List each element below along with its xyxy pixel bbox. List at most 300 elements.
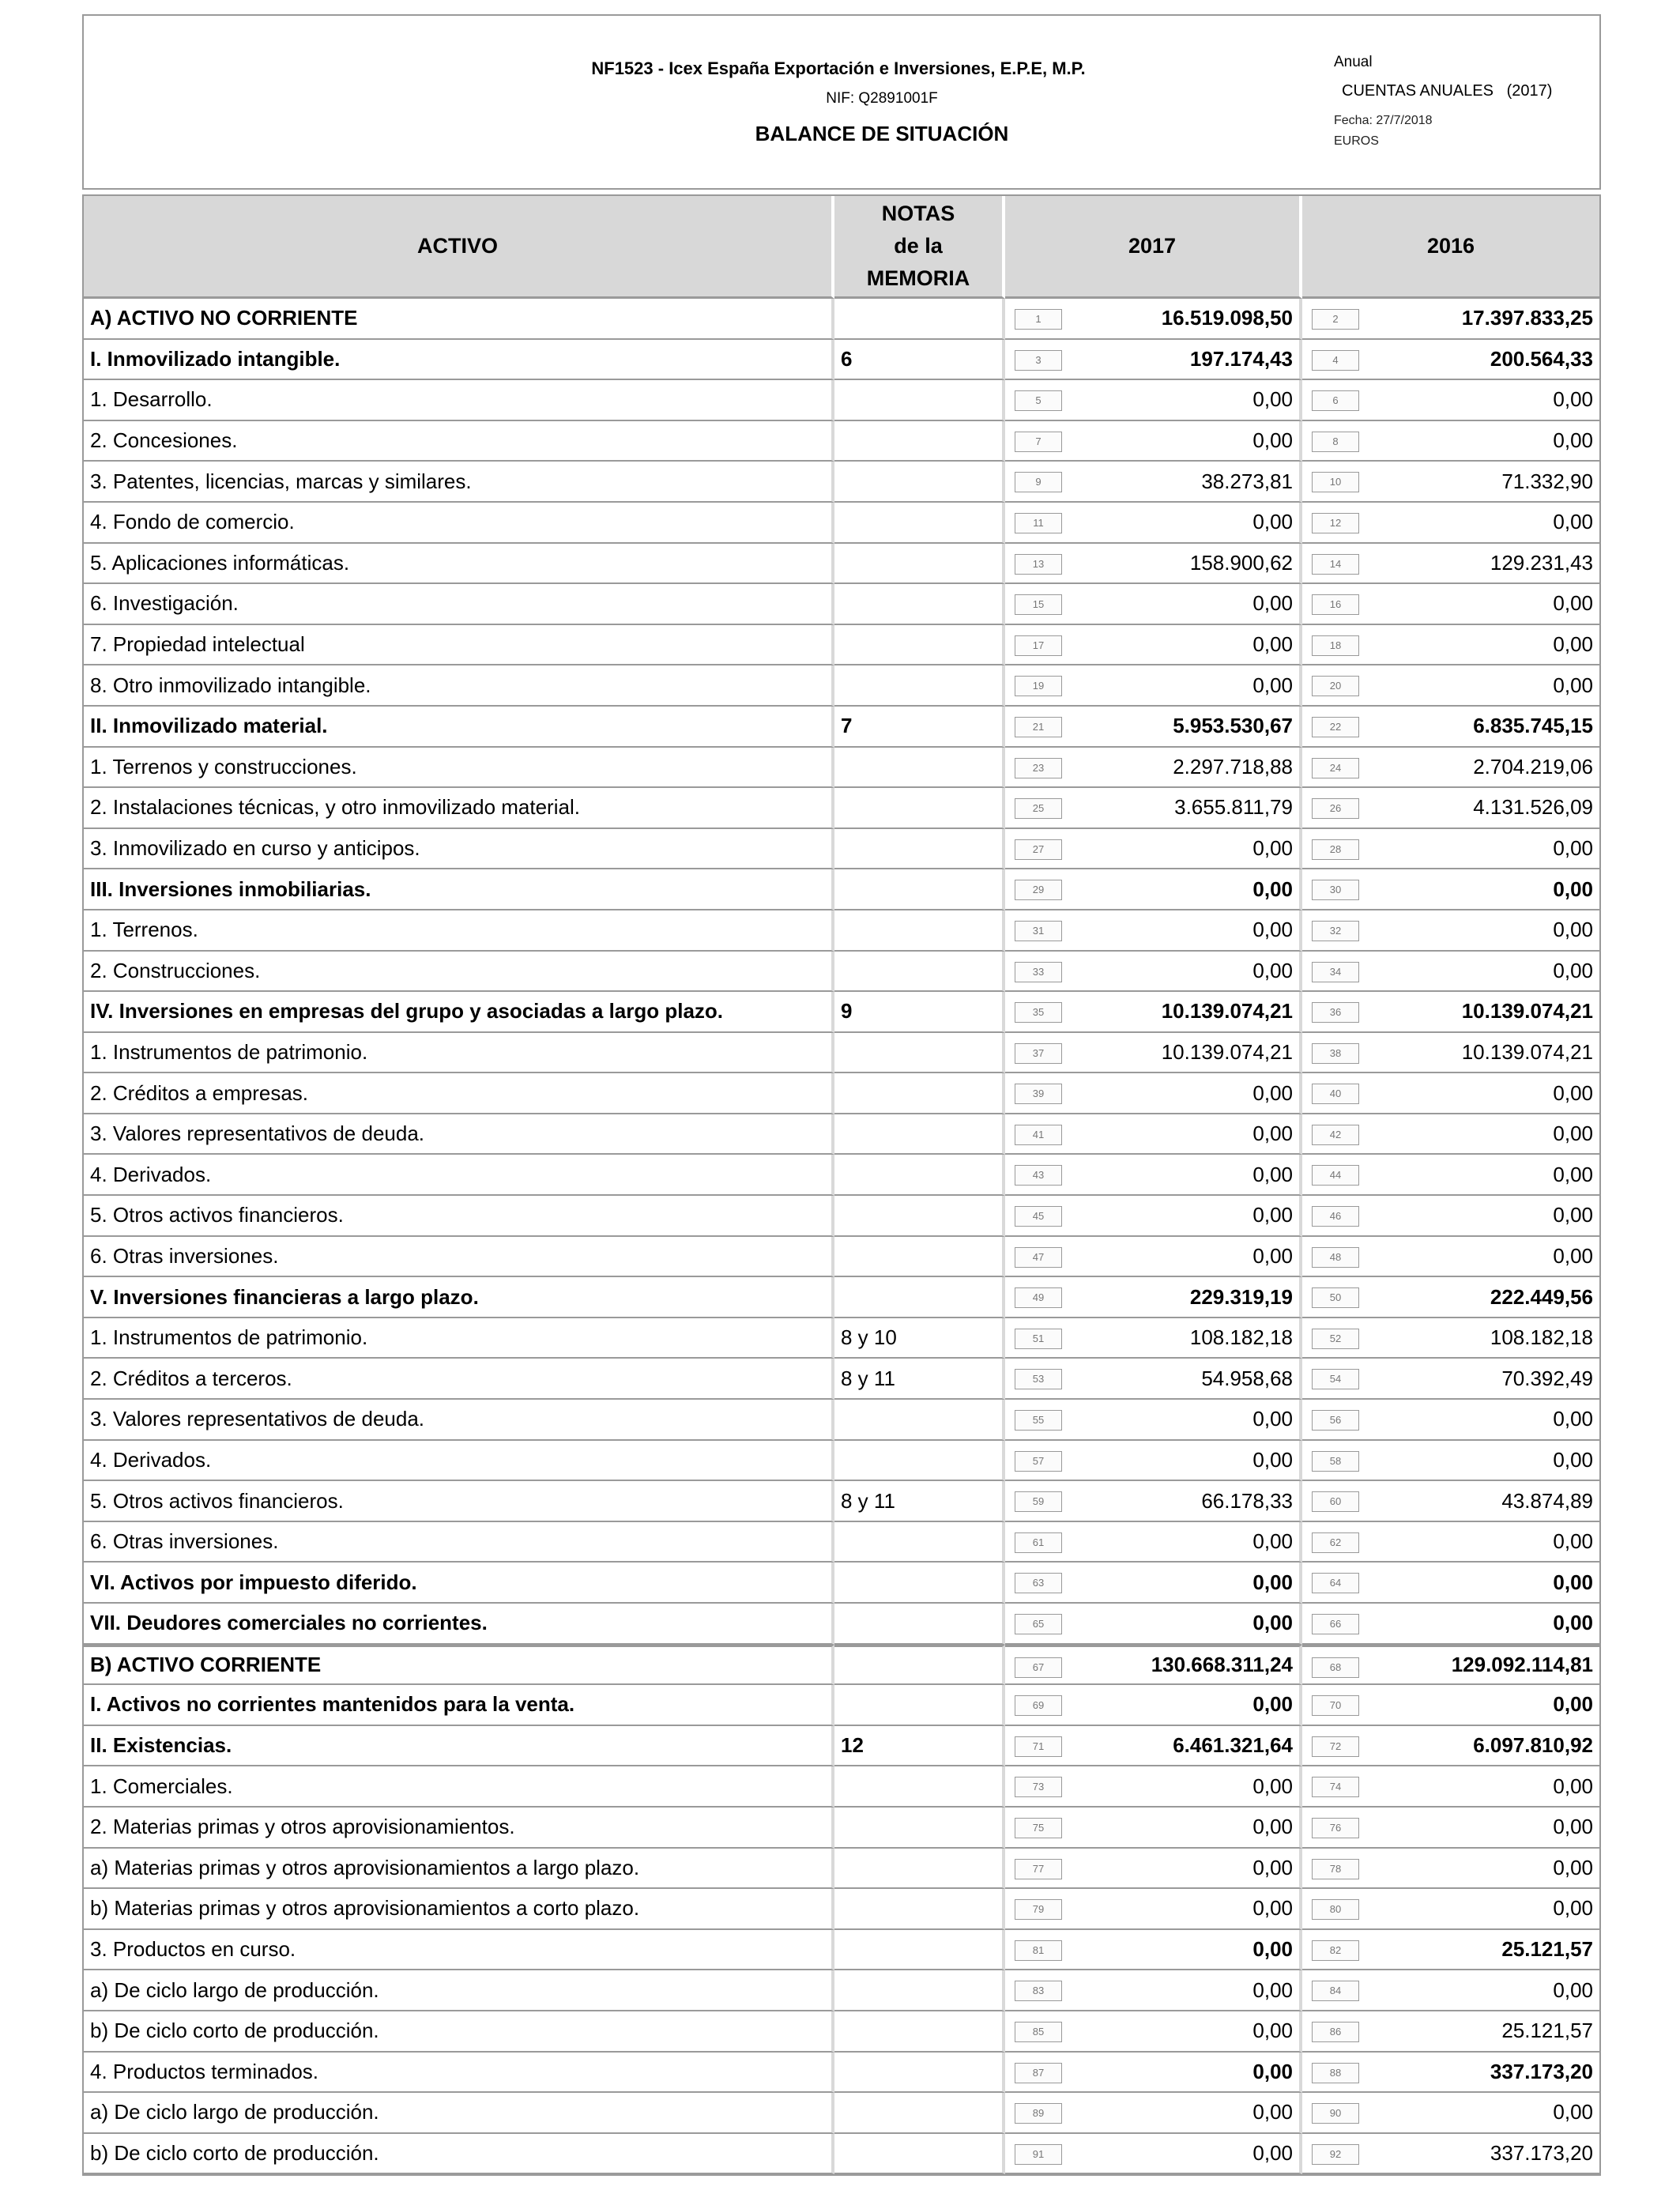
value-2017 — [1005, 1318, 1302, 1359]
line-code-box: 24 — [1312, 758, 1359, 778]
amount-value: 0,00 — [1252, 1243, 1293, 1268]
table-row — [84, 1481, 1599, 1522]
amount-value: 0,00 — [1553, 1896, 1593, 1921]
value-2017 — [1005, 1930, 1302, 1971]
amount-value: 0,00 — [1553, 1122, 1593, 1146]
row-label: 5. Aplicaciones informáticas. — [84, 544, 834, 585]
value-2017 — [1005, 2093, 1302, 2134]
line-code-box: 39 — [1015, 1084, 1062, 1104]
row-note: 8 y 11 — [834, 1481, 1005, 1522]
line-code-box: 88 — [1312, 2063, 1359, 2083]
value-2016 — [1302, 2093, 1599, 2134]
amount-value: 0,00 — [1553, 836, 1593, 861]
line-code-box: 18 — [1312, 635, 1359, 656]
amount-value: 337.173,20 — [1490, 2059, 1593, 2083]
table-row — [84, 952, 1599, 993]
row-label: 4. Derivados. — [84, 1441, 834, 1482]
row-note — [834, 1645, 1005, 1686]
line-code-box: 12 — [1312, 513, 1359, 533]
value-2017 — [1005, 707, 1302, 748]
line-code-box: 76 — [1312, 1818, 1359, 1838]
table-row — [84, 869, 1599, 910]
row-note — [834, 2134, 1005, 2175]
amount-value: 6.835.745,15 — [1473, 714, 1593, 738]
table-row — [84, 1766, 1599, 1808]
value-2017 — [1005, 625, 1302, 666]
line-code-box: 82 — [1312, 1940, 1359, 1961]
amount-value: 5.953.530,67 — [1173, 714, 1293, 738]
amount-value: 200.564,33 — [1490, 346, 1593, 371]
table-row — [84, 340, 1599, 381]
value-2016 — [1302, 421, 1599, 462]
value-2016 — [1302, 544, 1599, 585]
table-row — [84, 1849, 1599, 1890]
value-2016 — [1302, 869, 1599, 910]
row-label: 1. Comerciales. — [84, 1766, 834, 1808]
line-code-box: 75 — [1015, 1818, 1062, 1838]
row-label: 2. Materias primas y otros aprovisionamientos. — [84, 1808, 834, 1849]
value-2017 — [1005, 748, 1302, 789]
value-2017 — [1005, 2134, 1302, 2175]
row-note — [834, 1889, 1005, 1930]
amount-value: 0,00 — [1252, 1122, 1293, 1146]
line-code-box: 77 — [1015, 1859, 1062, 1879]
line-code-box: 26 — [1312, 798, 1359, 819]
row-label: 2. Créditos a empresas. — [84, 1073, 834, 1114]
line-code-box: 23 — [1015, 758, 1062, 778]
col-2016-header: 2016 — [1302, 196, 1599, 299]
value-2017 — [1005, 1441, 1302, 1482]
line-code-box: 64 — [1312, 1573, 1359, 1593]
col-2017-header: 2017 — [1005, 196, 1302, 299]
value-2016 — [1302, 1849, 1599, 1890]
table-row — [84, 1441, 1599, 1482]
table-row — [84, 2053, 1599, 2094]
amount-value: 0,00 — [1553, 1692, 1593, 1717]
value-2016 — [1302, 462, 1599, 503]
amount-value: 4.131.526,09 — [1473, 795, 1593, 820]
line-code-box: 65 — [1015, 1614, 1062, 1634]
row-label: 3. Productos en curso. — [84, 1930, 834, 1971]
amount-value: 158.900,62 — [1189, 550, 1293, 575]
amount-value: 108.182,18 — [1189, 1325, 1293, 1350]
amount-value: 0,00 — [1553, 1815, 1593, 1839]
line-code-box: 9 — [1015, 472, 1062, 492]
amount-value: 0,00 — [1553, 1977, 1593, 2002]
row-label: 6. Otras inversiones. — [84, 1522, 834, 1563]
line-code-box: 32 — [1312, 921, 1359, 941]
table-row — [84, 1889, 1599, 1930]
table-row — [84, 1318, 1599, 1359]
value-2016 — [1302, 1930, 1599, 1971]
row-note — [834, 1930, 1005, 1971]
line-code-box: 7 — [1015, 432, 1062, 452]
line-code-box: 55 — [1015, 1410, 1062, 1431]
line-code-box: 70 — [1312, 1695, 1359, 1716]
amount-value: 0,00 — [1553, 1529, 1593, 1554]
line-code-box: 21 — [1015, 717, 1062, 737]
amount-value: 0,00 — [1252, 1855, 1293, 1879]
table-row — [84, 1114, 1599, 1155]
value-2017 — [1005, 829, 1302, 870]
value-2016 — [1302, 625, 1599, 666]
table-row — [84, 992, 1599, 1033]
value-2016 — [1302, 1970, 1599, 2011]
value-2017 — [1005, 1522, 1302, 1563]
report-header — [82, 14, 1601, 190]
table-body — [84, 299, 1599, 2174]
amount-value: 0,00 — [1252, 673, 1293, 697]
row-label: 4. Derivados. — [84, 1155, 834, 1196]
amount-value: 0,00 — [1252, 387, 1293, 412]
line-code-box: 15 — [1015, 594, 1062, 615]
table-row — [84, 1645, 1599, 1686]
row-note — [834, 829, 1005, 870]
line-code-box: 84 — [1312, 1981, 1359, 2001]
value-2017 — [1005, 1196, 1302, 1237]
row-note — [834, 748, 1005, 789]
amount-value: 25.121,57 — [1501, 2019, 1593, 2043]
value-2017 — [1005, 1808, 1302, 1849]
line-code-box: 51 — [1015, 1329, 1062, 1349]
value-2016 — [1302, 1196, 1599, 1237]
amount-value: 129.231,43 — [1490, 550, 1593, 575]
line-code-box: 43 — [1015, 1165, 1062, 1186]
line-code-box: 22 — [1312, 717, 1359, 737]
row-note — [834, 299, 1005, 340]
value-2016 — [1302, 1400, 1599, 1441]
amount-value: 0,00 — [1252, 2019, 1293, 2043]
row-note — [834, 1033, 1005, 1074]
value-2016 — [1302, 1359, 1599, 1400]
line-code-box: 58 — [1312, 1451, 1359, 1472]
amount-value: 0,00 — [1553, 1243, 1593, 1268]
amount-value: 0,00 — [1553, 1774, 1593, 1798]
value-2016 — [1302, 1726, 1599, 1767]
value-2016 — [1302, 1155, 1599, 1196]
row-label: III. Inversiones inmobiliarias. — [84, 869, 834, 910]
line-code-box: 67 — [1015, 1657, 1062, 1678]
line-code-box: 1 — [1015, 309, 1062, 330]
table-row — [84, 748, 1599, 789]
row-note — [834, 625, 1005, 666]
table-row — [84, 910, 1599, 952]
line-code-box: 54 — [1312, 1369, 1359, 1389]
value-2017 — [1005, 1645, 1302, 1686]
line-code-box: 8 — [1312, 432, 1359, 452]
row-label: A) ACTIVO NO CORRIENTE — [84, 299, 834, 340]
col-activo-header: ACTIVO — [84, 196, 834, 299]
row-label: I. Activos no corrientes mantenidos para la venta. — [84, 1685, 834, 1726]
amount-value: 2.297.718,88 — [1173, 754, 1293, 778]
row-label: IV. Inversiones en empresas del grupo y asociadas a largo plazo. — [84, 992, 834, 1033]
row-label: I. Inmovilizado intangible. — [84, 340, 834, 381]
line-code-box: 4 — [1312, 350, 1359, 371]
table-row — [84, 1277, 1599, 1318]
table-row — [84, 503, 1599, 544]
value-2016 — [1302, 1277, 1599, 1318]
amount-value: 43.874,89 — [1501, 1488, 1593, 1513]
row-label: 5. Otros activos financieros. — [84, 1196, 834, 1237]
table-row — [84, 707, 1599, 748]
row-note: 9 — [834, 992, 1005, 1033]
value-2017 — [1005, 2053, 1302, 2094]
value-2017 — [1005, 1400, 1302, 1441]
value-2017 — [1005, 1481, 1302, 1522]
value-2017 — [1005, 584, 1302, 625]
line-code-box: 34 — [1312, 962, 1359, 982]
line-code-box: 50 — [1312, 1287, 1359, 1308]
amount-value: 0,00 — [1252, 428, 1293, 453]
row-note — [834, 1766, 1005, 1808]
amount-value: 0,00 — [1252, 1692, 1293, 1717]
value-2016 — [1302, 1481, 1599, 1522]
amount-value: 16.519.098,50 — [1161, 306, 1293, 330]
row-label: 2. Instalaciones técnicas, y otro inmovilizado material. — [84, 788, 834, 829]
table-row — [84, 2093, 1599, 2134]
line-code-box: 16 — [1312, 594, 1359, 615]
line-code-box: 60 — [1312, 1491, 1359, 1512]
line-code-box: 86 — [1312, 2022, 1359, 2042]
amount-value: 0,00 — [1553, 632, 1593, 657]
value-2016 — [1302, 1522, 1599, 1563]
row-label: 3. Inmovilizado en curso y anticipos. — [84, 829, 834, 870]
table-row — [84, 1685, 1599, 1726]
row-label: 2. Concesiones. — [84, 421, 834, 462]
row-label: a) De ciclo largo de producción. — [84, 2093, 834, 2134]
line-code-box: 42 — [1312, 1125, 1359, 1145]
amount-value: 0,00 — [1553, 1855, 1593, 1879]
line-code-box: 29 — [1015, 880, 1062, 900]
amount-value: 10.139.074,21 — [1161, 1039, 1293, 1064]
amount-value: 0,00 — [1252, 2100, 1293, 2124]
row-note — [834, 380, 1005, 421]
row-note — [834, 1604, 1005, 1645]
line-code-box: 68 — [1312, 1657, 1359, 1678]
table-row — [84, 1400, 1599, 1441]
line-code-box: 57 — [1015, 1451, 1062, 1472]
line-code-box: 91 — [1015, 2144, 1062, 2165]
row-note: 8 y 11 — [834, 1359, 1005, 1400]
line-code-box: 83 — [1015, 1981, 1062, 2001]
table-row — [84, 1196, 1599, 1237]
line-code-box: 74 — [1312, 1777, 1359, 1797]
value-2016 — [1302, 1604, 1599, 1645]
value-2016 — [1302, 1685, 1599, 1726]
amount-value: 6.461.321,64 — [1173, 1733, 1293, 1758]
value-2017 — [1005, 1726, 1302, 1767]
value-2017 — [1005, 1155, 1302, 1196]
value-2016 — [1302, 299, 1599, 340]
amount-value: 0,00 — [1553, 876, 1593, 901]
row-label: II. Existencias. — [84, 1726, 834, 1767]
table-row — [84, 1155, 1599, 1196]
value-2016 — [1302, 1237, 1599, 1278]
amount-value: 222.449,56 — [1490, 1284, 1593, 1309]
value-2016 — [1302, 1318, 1599, 1359]
amount-value: 0,00 — [1252, 1407, 1293, 1431]
amount-value: 70.392,49 — [1501, 1366, 1593, 1390]
amount-value: 0,00 — [1252, 1774, 1293, 1798]
value-2016 — [1302, 1114, 1599, 1155]
amount-value: 0,00 — [1553, 918, 1593, 942]
amount-value: 0,00 — [1252, 836, 1293, 861]
value-2016 — [1302, 2134, 1599, 2175]
row-label: 3. Valores representativos de deuda. — [84, 1114, 834, 1155]
amount-value: 0,00 — [1252, 1080, 1293, 1105]
value-2016 — [1302, 829, 1599, 870]
line-code-box: 35 — [1015, 1002, 1062, 1023]
value-2016 — [1302, 1808, 1599, 1849]
value-2017 — [1005, 1277, 1302, 1318]
row-note — [834, 2053, 1005, 2094]
value-2016 — [1302, 1889, 1599, 1930]
cuentas-anuales-label: CUENTAS ANUALES (2017) — [1342, 82, 1553, 100]
table-row — [84, 380, 1599, 421]
value-2016 — [1302, 1033, 1599, 1074]
line-code-box: 62 — [1312, 1532, 1359, 1553]
line-code-box: 59 — [1015, 1491, 1062, 1512]
amount-value: 0,00 — [1553, 1570, 1593, 1594]
row-label: 1. Terrenos y construcciones. — [84, 748, 834, 789]
table-row — [84, 1033, 1599, 1074]
table-row — [84, 1930, 1599, 1971]
amount-value: 130.668.311,24 — [1151, 1653, 1293, 1677]
line-code-box: 90 — [1312, 2103, 1359, 2124]
value-2017 — [1005, 421, 1302, 462]
value-2016 — [1302, 2011, 1599, 2053]
line-code-box: 3 — [1015, 350, 1062, 371]
value-2017 — [1005, 1563, 1302, 1604]
nif: NIF: Q2891001F — [826, 90, 938, 107]
line-code-box: 11 — [1015, 513, 1062, 533]
value-2017 — [1005, 1685, 1302, 1726]
row-note — [834, 1441, 1005, 1482]
amount-value: 108.182,18 — [1490, 1325, 1593, 1350]
table-row — [84, 1726, 1599, 1767]
value-2017 — [1005, 869, 1302, 910]
amount-value: 2.704.219,06 — [1473, 754, 1593, 778]
table-row — [84, 1073, 1599, 1114]
table-row — [84, 584, 1599, 625]
value-2017 — [1005, 1766, 1302, 1808]
value-2016 — [1302, 910, 1599, 952]
line-code-box: 14 — [1312, 554, 1359, 575]
line-code-box: 20 — [1312, 676, 1359, 696]
amount-value: 0,00 — [1553, 2100, 1593, 2124]
table-row — [84, 1563, 1599, 1604]
amount-value: 0,00 — [1252, 876, 1293, 901]
row-note — [834, 1155, 1005, 1196]
row-note: 6 — [834, 340, 1005, 381]
amount-value: 0,00 — [1252, 2059, 1293, 2083]
amount-value: 10.139.074,21 — [1461, 999, 1593, 1023]
row-label: B) ACTIVO CORRIENTE — [84, 1645, 834, 1686]
value-2017 — [1005, 992, 1302, 1033]
line-code-box: 45 — [1015, 1206, 1062, 1227]
amount-value: 0,00 — [1553, 591, 1593, 616]
value-2016 — [1302, 1441, 1599, 1482]
value-2016 — [1302, 748, 1599, 789]
value-2017 — [1005, 788, 1302, 829]
table-row — [84, 1237, 1599, 1278]
row-note — [834, 1563, 1005, 1604]
value-2017 — [1005, 462, 1302, 503]
amount-value: 0,00 — [1553, 958, 1593, 982]
value-2017 — [1005, 665, 1302, 707]
table-row — [84, 2011, 1599, 2053]
row-label: b) Materias primas y otros aprovisionamientos a corto plazo. — [84, 1889, 834, 1930]
table-header-row — [84, 196, 1599, 299]
amount-value: 0,00 — [1252, 1529, 1293, 1554]
row-note — [834, 788, 1005, 829]
line-code-box: 38 — [1312, 1043, 1359, 1064]
row-note — [834, 1196, 1005, 1237]
row-label: 6. Otras inversiones. — [84, 1237, 834, 1278]
line-code-box: 17 — [1015, 635, 1062, 656]
table-row — [84, 788, 1599, 829]
amount-value: 129.092.114,81 — [1451, 1653, 1593, 1677]
row-label: 8. Otro inmovilizado intangible. — [84, 665, 834, 707]
line-code-box: 87 — [1015, 2063, 1062, 2083]
row-label: 6. Investigación. — [84, 584, 834, 625]
line-code-box: 31 — [1015, 921, 1062, 941]
line-code-box: 79 — [1015, 1899, 1062, 1920]
row-label: VI. Activos por impuesto diferido. — [84, 1563, 834, 1604]
value-2017 — [1005, 1073, 1302, 1114]
amount-value: 0,00 — [1252, 1896, 1293, 1921]
value-2016 — [1302, 584, 1599, 625]
line-code-box: 53 — [1015, 1369, 1062, 1389]
table-row — [84, 2134, 1599, 2175]
row-note — [834, 910, 1005, 952]
col-notas-header — [834, 196, 1005, 299]
table-row — [84, 665, 1599, 707]
line-code-box: 92 — [1312, 2144, 1359, 2165]
amount-value: 0,00 — [1252, 1977, 1293, 2002]
row-note — [834, 1114, 1005, 1155]
row-label: 3. Valores representativos de deuda. — [84, 1400, 834, 1441]
line-code-box: 73 — [1015, 1777, 1062, 1797]
report-title: BALANCE DE SITUACIÓN — [755, 122, 1009, 145]
value-2017 — [1005, 1114, 1302, 1155]
line-code-box: 85 — [1015, 2022, 1062, 2042]
row-label: V. Inversiones financieras a largo plazo. — [84, 1277, 834, 1318]
amount-value: 0,00 — [1553, 1407, 1593, 1431]
amount-value: 0,00 — [1252, 591, 1293, 616]
line-code-box: 61 — [1015, 1532, 1062, 1553]
company-name: NF1523 - Icex España Exportación e Inversiones, E.P.E, M.P. — [591, 58, 1086, 78]
row-note — [834, 665, 1005, 707]
amount-value: 0,00 — [1553, 1080, 1593, 1105]
notas-line-1: NOTAS — [881, 202, 955, 225]
row-note — [834, 1400, 1005, 1441]
line-code-box: 36 — [1312, 1002, 1359, 1023]
row-note — [834, 1970, 1005, 2011]
value-2017 — [1005, 1033, 1302, 1074]
value-2016 — [1302, 1073, 1599, 1114]
row-label: II. Inmovilizado material. — [84, 707, 834, 748]
value-2017 — [1005, 1970, 1302, 2011]
line-code-box: 56 — [1312, 1410, 1359, 1431]
amount-value: 0,00 — [1553, 510, 1593, 534]
line-code-box: 80 — [1312, 1899, 1359, 1920]
report-date: Fecha: 27/7/2018 — [1334, 114, 1433, 127]
value-2016 — [1302, 503, 1599, 544]
row-label: 4. Productos terminados. — [84, 2053, 834, 2094]
value-2017 — [1005, 340, 1302, 381]
amount-value: 0,00 — [1252, 1162, 1293, 1186]
